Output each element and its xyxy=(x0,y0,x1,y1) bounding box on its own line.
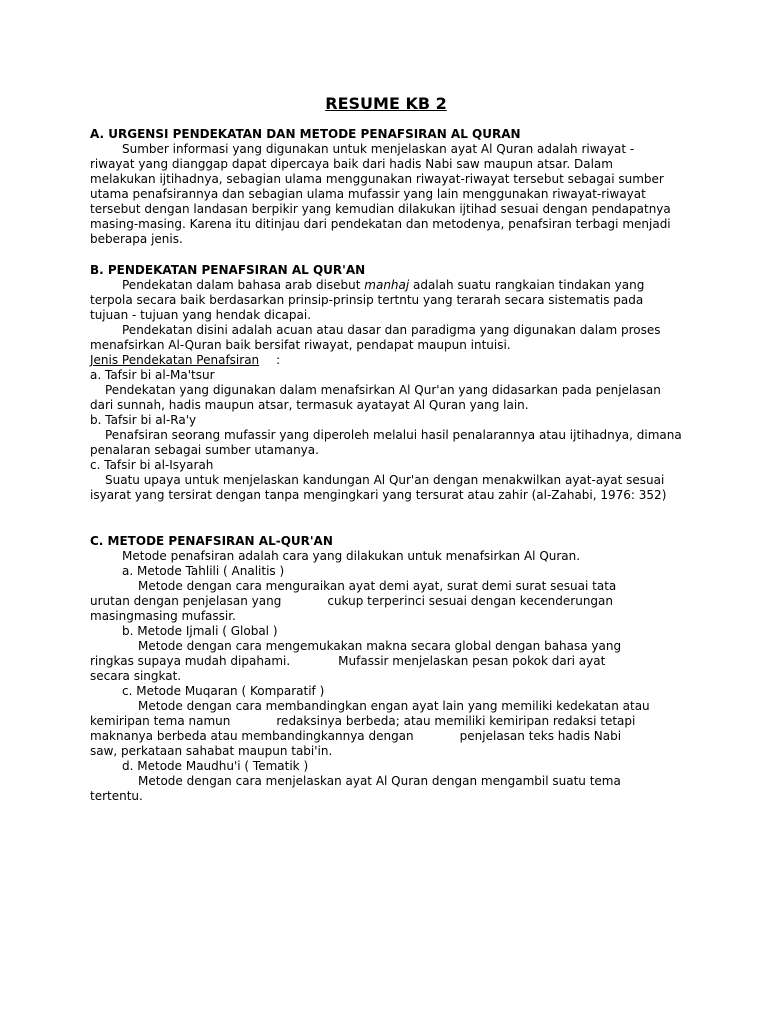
tafsir-item-c-title: c. Tafsir bi al-Isyarah xyxy=(90,458,214,472)
metode-ijmali-line-2 xyxy=(90,654,682,669)
section-b xyxy=(90,263,682,503)
section-b-paragraph-1 xyxy=(90,278,682,323)
metode-tahlili-line-2b: cukup terperinci sesuai dengan kecenderungan xyxy=(327,594,614,608)
metode-tahlili-title: a. Metode Tahlili ( Analitis ) xyxy=(122,564,285,578)
section-a-paragraph: Sumber informasi yang digunakan untuk menjelaskan ayat Al Quran adalah riwayat - riwayat yang dianggap dapat dipercaya baik dari hadis Nabi saw maupun atsar. Dalam melakukan ijtihadnya, sebagian ulama menggunakan riwayat-riwayat tersebut sebagai sumber utama penafsirannya dan sebagian ulama mufassir yang lain menggunakan riwayat-riwayat tersebut dengan landasan berpikir yang kemudian dilakukan ijtihad sesuai dengan pendapatnya masing-masing. Karena itu ditinjau dari pendekatan dan metodenya, penafsiran terbagi menjadi beberapa jenis. xyxy=(90,142,671,246)
metode-ijmali-line-1: Metode dengan cara mengemukakan makna secara global dengan bahasa yang xyxy=(138,639,622,653)
metode-ijmali-title: b. Metode Ijmali ( Global ) xyxy=(122,624,278,638)
jenis-pendekatan-line xyxy=(90,353,682,368)
metode-muqaran-line-2 xyxy=(90,714,682,729)
metode-tahlili-line-2 xyxy=(90,594,682,609)
document-title: RESUME KB 2 xyxy=(325,94,447,113)
metode-ijmali-line-2b: Mufassir menjelaskan pesan pokok dari ayat xyxy=(338,654,606,668)
metode-ijmali-line-3: secara singkat. xyxy=(90,669,182,683)
metode-muqaran-line-3 xyxy=(90,729,682,744)
tafsir-item-c-text: Suatu upaya untuk menjelaskan kandungan Al Qur'an dengan menakwilkan ayat-ayat sesuai isyarat yang tersirat dengan tanpa mengingkari yang tersurat atau zahir (al-Zahabi, 1976: 352) xyxy=(90,473,667,502)
metode-muqaran-line-1: Metode dengan cara membandingkan engan ayat lain yang memiliki kedekatan atau xyxy=(138,699,650,713)
tafsir-item-a-text: Pendekatan yang digunakan dalam menafsirkan Al Qur'an yang didasarkan pada penjelasan dari sunnah, hadis maupun atsar, termasuk ayatayat Al Quran yang lain. xyxy=(90,383,661,412)
section-b-heading: B. PENDEKATAN PENAFSIRAN AL QUR'AN xyxy=(90,263,366,277)
metode-maudhui-line-1: Metode dengan cara menjelaskan ayat Al Quran dengan mengambil suatu tema xyxy=(138,774,621,788)
metode-muqaran-line-2b: redaksinya berbeda; atau memiliki kemiripan redaksi tetapi xyxy=(276,714,636,728)
metode-muqaran-line-3b: penjelasan teks hadis Nabi xyxy=(459,729,622,743)
metode-muqaran-line-4: saw, perkataan sahabat maupun tabi'in. xyxy=(90,744,333,758)
jenis-pendekatan-label: Jenis Pendekatan Penafsiran xyxy=(90,353,260,367)
tafsir-item-a-title: a. Tafsir bi al-Ma'tsur xyxy=(90,368,215,382)
metode-muqaran-line-2a: kemiripan tema namun xyxy=(90,714,231,728)
section-c-heading: C. METODE PENAFSIRAN AL-QUR'AN xyxy=(90,534,333,548)
section-c xyxy=(90,534,682,804)
metode-maudhui-line-2: tertentu. xyxy=(90,789,143,803)
section-b-p1-text-before: Pendekatan dalam bahasa arab disebut xyxy=(122,278,365,292)
tafsir-item-b-text: Penafsiran seorang mufassir yang diperoleh melalui hasil penalarannya atau ijtihadnya, dimana penalaran sebagai sumber utamanya. xyxy=(90,428,682,457)
metode-muqaran-title: c. Metode Muqaran ( Komparatif ) xyxy=(122,684,325,698)
section-b-p1-italic-term: manhaj xyxy=(364,278,410,292)
metode-tahlili-line-3: masingmasing mufassir. xyxy=(90,609,236,623)
metode-tahlili-line-1: Metode dengan cara menguraikan ayat demi ayat, surat demi surat sesuai tata xyxy=(138,579,617,593)
section-b-p1-text-after: adalah suatu rangkaian tindakan yang terpola secara baik berdasarkan prinsip-prinsip tertntu yang terarah secara sistematis pada tujuan - tujuan yang hendak dicapai. xyxy=(90,278,645,322)
tafsir-item-b-title: b. Tafsir bi al-Ra'y xyxy=(90,413,197,427)
metode-tahlili-line-2a: urutan dengan penjelasan yang xyxy=(90,594,282,608)
metode-ijmali-line-2a: ringkas supaya mudah dipahami. xyxy=(90,654,291,668)
section-a xyxy=(90,127,682,247)
metode-maudhui-title: d. Metode Maudhu'i ( Tematik ) xyxy=(122,759,309,773)
section-b-paragraph-2: Pendekatan disini adalah acuan atau dasar dan paradigma yang digunakan dalam proses menafsirkan Al-Quran baik bersifat riwayat, pendapat maupun intuisi. xyxy=(90,323,661,352)
jenis-pendekatan-colon: : xyxy=(276,353,281,367)
section-c-intro: Metode penafsiran adalah cara yang dilakukan untuk menafsirkan Al Quran. xyxy=(122,549,581,563)
metode-muqaran-line-3a: maknanya berbeda atau membandingkannya dengan xyxy=(90,729,414,743)
section-a-heading: A. URGENSI PENDEKATAN DAN METODE PENAFSIRAN AL QURAN xyxy=(90,127,521,141)
